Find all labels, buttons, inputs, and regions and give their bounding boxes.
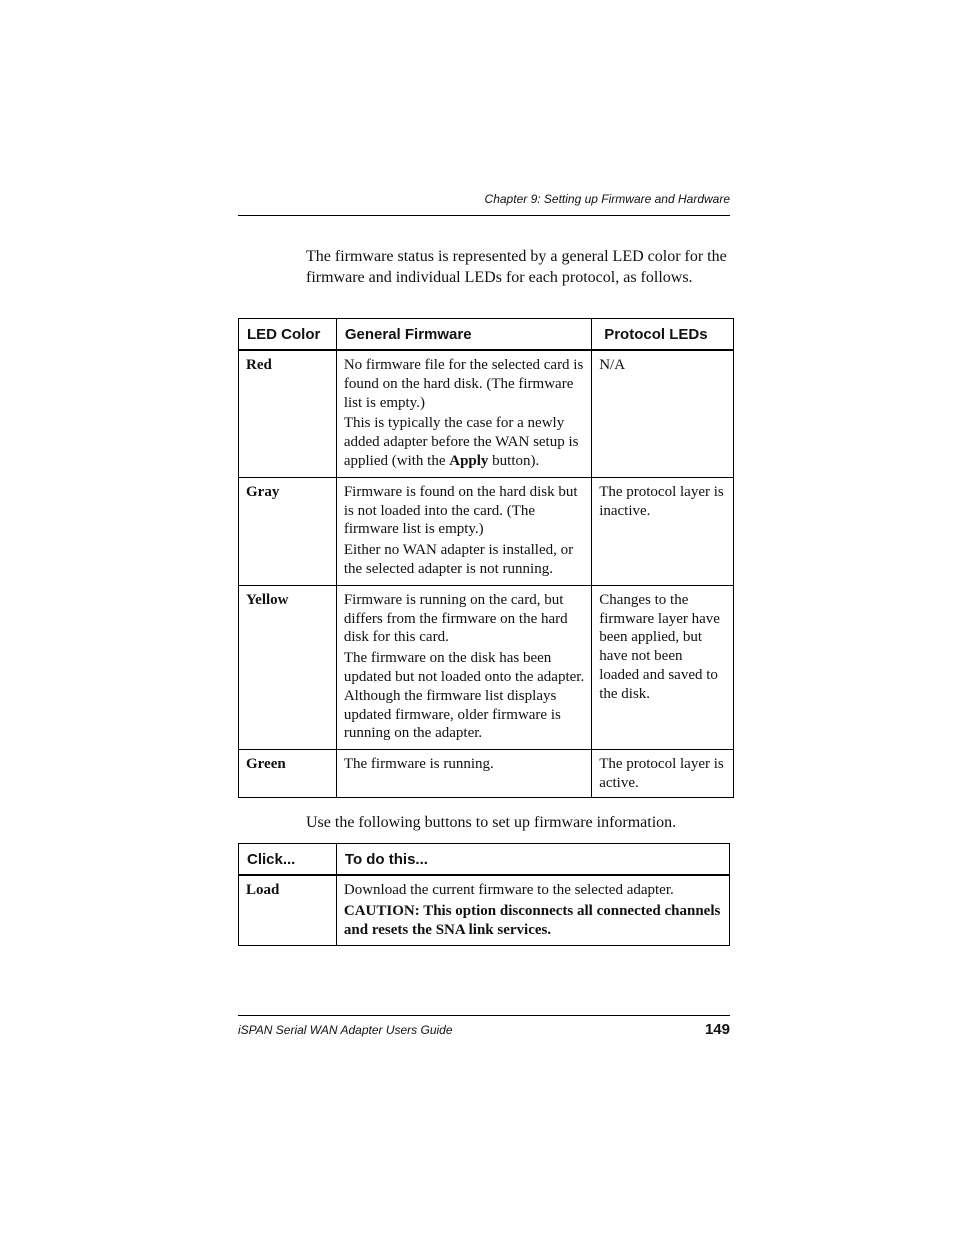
general-firmware-text: Firmware is running on the card, but differs from the firmware on the hard disk for this card. [343, 591, 568, 646]
led-color-table [238, 318, 734, 798]
button-description: Download the current firmware to the selected adapter. [343, 882, 674, 898]
protocol-leds-cell: N/A [592, 350, 734, 477]
led-color-cell: Yellow [239, 585, 337, 749]
caution-text: CAUTION: This option disconnects all connected channels and resets the SNA link services. [343, 902, 721, 938]
running-head: Chapter 9: Setting up Firmware and Hardware [484, 192, 730, 206]
table-row [239, 477, 734, 585]
footer-title: iSPAN Serial WAN Adapter Users Guide [238, 1023, 453, 1037]
general-firmware-cell [336, 585, 591, 749]
general-firmware-cell [336, 477, 591, 585]
table-row [239, 875, 730, 946]
column-header: General Firmware [336, 319, 591, 351]
page-number: 149 [704, 1021, 730, 1038]
column-header: Click... [239, 844, 337, 876]
buttons-intro: Use the following buttons to set up firmware information. [306, 814, 677, 831]
general-firmware-cell [336, 350, 591, 477]
column-header: Protocol LEDs [592, 319, 734, 351]
table-header-row [239, 844, 730, 876]
general-firmware-text: Firmware is found on the hard disk but is not loaded into the card. (The firmware list is empty.) [343, 483, 578, 538]
protocol-leds-cell: The protocol layer is active. [592, 750, 734, 798]
general-firmware-cell [336, 750, 591, 798]
table-row [239, 750, 734, 798]
table-row [239, 350, 734, 477]
protocol-leds-cell: Changes to the firmware layer have been applied, but have not been loaded and saved to the disk. [592, 585, 734, 749]
button-table [238, 843, 730, 946]
general-firmware-text: The firmware is running. [343, 756, 494, 773]
general-firmware-text: Either no WAN adapter is installed, or the selected adapter is not running. [343, 542, 574, 577]
intro-paragraph: The firmware status is represented by a general LED color for the firmware and individual LEDs for each protocol, as follows. [306, 248, 727, 286]
footer-rule [238, 1015, 730, 1016]
led-color-cell: Gray [239, 477, 337, 585]
header-rule [238, 215, 730, 216]
table-row [239, 585, 734, 749]
general-firmware-text: This is typically the case for a newly added adapter before the WAN setup is applied (with the Apply button). [343, 415, 579, 469]
led-color-cell: Green [239, 750, 337, 798]
led-color-cell: Red [239, 350, 337, 477]
column-header: LED Color [239, 319, 337, 351]
table-header-row [239, 319, 734, 351]
button-name-cell: Load [239, 875, 337, 946]
general-firmware-text: The firmware on the disk has been updated but not loaded onto the adapter. Although the firmware list displays updated firmware, older firmware is running on the adapter. [343, 650, 585, 742]
column-header: To do this... [336, 844, 729, 876]
button-description-cell [336, 875, 729, 946]
general-firmware-text: No firmware file for the selected card is found on the hard disk. (The firmware list is empty.) [343, 357, 584, 411]
protocol-leds-cell: The protocol layer is inactive. [592, 477, 734, 585]
